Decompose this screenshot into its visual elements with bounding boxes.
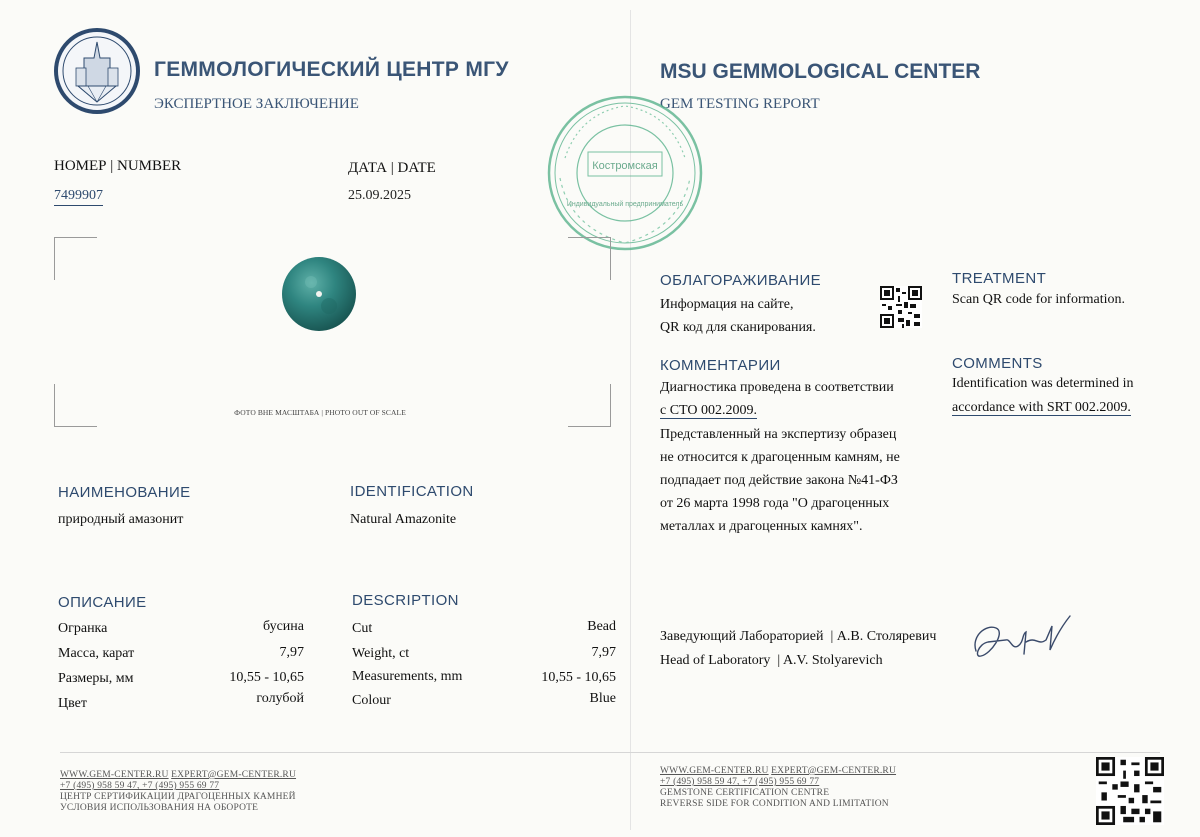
comments-line-ru: Представленный на экспертизу образец: [660, 427, 897, 442]
photo-caption: ФОТО ВНЕ МАСШТАБА | PHOTO OUT OF SCALE: [234, 408, 406, 417]
treatment-heading-en: TREATMENT: [952, 270, 1047, 287]
signature-role-ru: Заведующий Лабораторией: [660, 629, 824, 644]
description-row-value: Blue: [589, 691, 616, 706]
description-heading-en: DESCRIPTION: [352, 592, 459, 609]
footer-left: [60, 770, 296, 814]
footer-line3: GEMSTONE CERTIFICATION CENTRE: [660, 788, 830, 798]
identification-value-en: Natural Amazonite: [350, 512, 457, 527]
number-label: НОМЕР | NUMBER: [54, 158, 182, 174]
comments-line-ru: не относится к драгоценным камням, не: [660, 450, 900, 465]
description-row-label: Размеры, мм: [58, 671, 134, 686]
photo-frame-corner: [568, 237, 611, 280]
description-row-label: Цвет: [58, 696, 87, 711]
report-number: 7499907: [54, 188, 103, 206]
description-row-label: Measurements, mm: [352, 669, 463, 684]
comments-heading-ru: КОММЕНТАРИИ: [660, 357, 781, 374]
treatment-text-en: Scan QR code for information.: [952, 292, 1126, 307]
photo-frame-corner: [568, 384, 611, 427]
stamp-center-text: Костромская: [592, 160, 658, 172]
treatment-line1-ru: Информация на сайте,: [660, 297, 794, 312]
photo-frame-corner: [54, 237, 97, 280]
footer-website-link[interactable]: WWW.GEM-CENTER.RU: [60, 770, 169, 780]
center-title-ru: ГЕММОЛОГИЧЕСКИЙ ЦЕНТР МГУ: [154, 58, 509, 81]
description-row-label: Weight, ct: [352, 646, 410, 661]
footer-website-link[interactable]: WWW.GEM-CENTER.RU: [660, 766, 769, 776]
footer-divider: [60, 752, 1160, 753]
gemstone-photo: [281, 256, 357, 332]
stamp-seal-icon: [540, 88, 710, 258]
comments-line-ru: от 26 марта 1998 года "О драгоценных: [660, 496, 890, 511]
description-row-value: голубой: [256, 691, 304, 706]
description-row-label: Cut: [352, 621, 373, 636]
signature-role-en: Head of Laboratory: [660, 653, 771, 668]
identification-heading-ru: НАИМЕНОВАНИЕ: [58, 484, 191, 501]
description-row-label: Огранка: [58, 621, 108, 636]
description-row-value: 10,55 - 10,65: [541, 670, 616, 685]
description-row-label: Colour: [352, 693, 391, 708]
description-row-label: Масса, карат: [58, 646, 135, 661]
stamp-subtext: Индивидуальный предприниматель: [566, 201, 684, 208]
comments-line-ru: с СТО 002.2009.: [660, 403, 758, 418]
footer-line4: REVERSE SIDE FOR CONDITION AND LIMITATION: [660, 799, 889, 809]
footer-qr-code-icon[interactable]: [1096, 757, 1164, 825]
footer-phones: +7 (495) 958 59 47, +7 (495) 955 69 77: [60, 781, 220, 791]
description-heading-ru: ОПИСАНИЕ: [58, 594, 147, 611]
footer-line4: УСЛОВИЯ ИСПОЛЬЗОВАНИЯ НА ОБОРОТЕ: [60, 803, 259, 813]
signature-line-ru: Заведующий Лабораторией | А.В. Столяревич: [660, 629, 937, 644]
center-title-en: MSU GEMMOLOGICAL CENTER: [660, 60, 981, 83]
report-subtitle-ru: ЭКСПЕРТНОЕ ЗАКЛЮЧЕНИЕ: [154, 96, 359, 112]
identification-heading-en: IDENTIFICATION: [350, 483, 474, 500]
description-row-value: 10,55 - 10,65: [229, 670, 304, 685]
description-row-value: бусина: [262, 619, 304, 634]
treatment-qr-code-icon[interactable]: [880, 286, 922, 328]
treatment-line2-ru: QR код для сканирования.: [660, 320, 816, 335]
footer-phones: +7 (495) 958 59 47, +7 (495) 955 69 77: [660, 777, 820, 787]
comments-line1-en: Identification was determined in: [952, 376, 1134, 391]
description-row-value: 7,97: [279, 645, 304, 660]
comments-heading-en: COMMENTS: [952, 355, 1043, 372]
report-subtitle-en: GEM TESTING REPORT: [660, 96, 820, 112]
footer-email-link[interactable]: EXPERT@GEM-CENTER.RU: [771, 766, 897, 776]
handwritten-signature: [966, 606, 1076, 666]
signature-name-ru: А.В. Столяревич: [836, 629, 937, 644]
date-label: ДАТА | DATE: [348, 160, 436, 176]
photo-frame-corner: [54, 384, 97, 427]
description-row-value: 7,97: [591, 645, 616, 660]
footer-line3: ЦЕНТР СЕРТИФИКАЦИИ ДРАГОЦЕННЫХ КАМНЕЙ: [60, 792, 296, 802]
comments-line-ru: Диагностика проведена в соответствии: [660, 380, 894, 395]
comments-line-ru: металлах и драгоценных камнях".: [660, 519, 863, 534]
comments-line-ru: подпадает под действие закона №41-ФЗ: [660, 473, 898, 488]
signature-name-en: A.V. Stolyarevich: [782, 653, 883, 668]
identification-value-ru: природный амазонит: [58, 512, 184, 527]
comments-line2-en: accordance with SRT 002.2009.: [952, 400, 1131, 415]
signature-line-en: Head of Laboratory | A.V. Stolyarevich: [660, 653, 883, 668]
msu-logo-icon: [54, 28, 140, 114]
footer-email-link[interactable]: EXPERT@GEM-CENTER.RU: [171, 770, 297, 780]
footer-right: [660, 766, 896, 810]
treatment-heading-ru: ОБЛАГОРАЖИВАНИЕ: [660, 272, 822, 289]
description-row-value: Bead: [587, 619, 616, 634]
report-date: 25.09.2025: [348, 188, 411, 203]
